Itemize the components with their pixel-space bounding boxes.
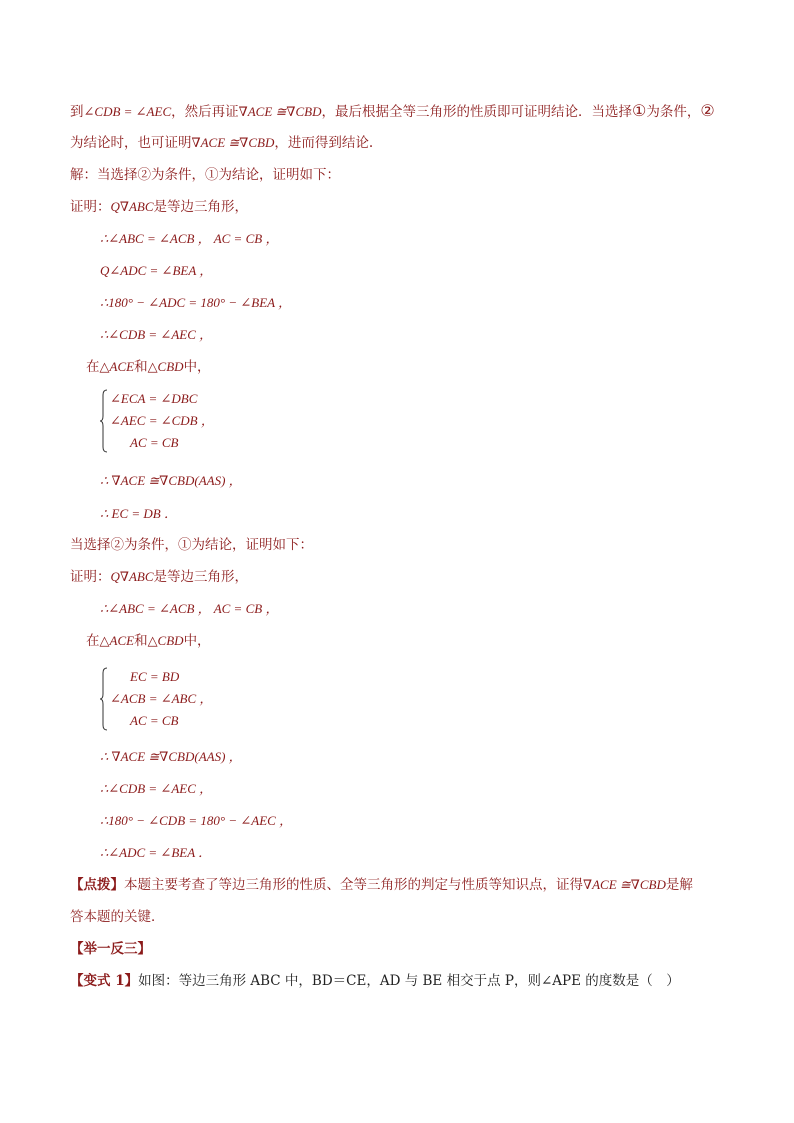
text-segment: 到 [70, 104, 84, 120]
left-brace-icon [100, 389, 108, 453]
section-heading: 【举一反三】 [70, 941, 151, 957]
proof-step: ∴ ∇ACE ≅∇CBD(AAS) ， [100, 749, 242, 764]
text-segment: 和 [134, 359, 148, 375]
proof-step: ∴∠CDB = ∠AEC ， [100, 327, 213, 342]
proof-line-1 [70, 568, 248, 586]
text-segment: 是等边三角形， [153, 199, 249, 215]
proof-line-1 [70, 198, 248, 216]
proof-step: ∴∠CDB = ∠AEC ， [100, 781, 213, 796]
math-expr: △CBD [147, 359, 184, 374]
text-line-1 [70, 102, 715, 121]
text-line-2 [70, 134, 373, 152]
proof-step: ∴180° − ∠CDB = 180° − ∠AEC ， [100, 813, 293, 828]
proof-step: ∴∠ADC = ∠BEA ． [100, 845, 212, 860]
system-eq: AC = CB [130, 713, 179, 728]
text-segment: 是解 [665, 877, 693, 893]
proof-step: ∴ EC = DB ． [100, 506, 177, 521]
math-expr: ∇ACE ≅∇CBD [238, 104, 322, 119]
text-segment: 在 [86, 633, 100, 649]
text-segment: 证明： [70, 569, 111, 585]
text-segment: 在 [86, 359, 100, 375]
exercise-line [70, 972, 680, 990]
tip-paragraph [70, 876, 693, 894]
math-expr: Q∇ABC [110, 199, 154, 214]
text-segment: 和 [134, 633, 148, 649]
system-eq: EC = BD [130, 669, 180, 684]
text-segment: 是等边三角形， [153, 569, 249, 585]
math-expr: Q∇ABC [110, 569, 154, 584]
text-segment: 中， [183, 633, 211, 649]
solution-heading: 解：当选择②为条件，①为结论，证明如下： [70, 167, 340, 183]
proof-step: ∴180° − ∠ADC = 180° − ∠BEA ， [100, 295, 292, 310]
text-segment: 中， [183, 359, 211, 375]
text-segment: 证明： [70, 199, 111, 215]
proof-step [86, 632, 211, 650]
proof-step: ∴∠ABC = ∠ACB ， AC = CB ， [100, 231, 279, 246]
tip-paragraph-cont: 答本题的关键． [70, 909, 165, 925]
tip-tag: 【点拨】 [70, 877, 124, 893]
system-eq: ∠ACB = ∠ABC ， [110, 691, 213, 706]
proof-step: ∴ ∇ACE ≅∇CBD(AAS) ， [100, 473, 242, 488]
text-segment: ，进而得到结论. [274, 135, 374, 151]
text-segment: ，然后再证 [171, 104, 239, 120]
left-brace-icon [100, 667, 108, 731]
circled-one: ① [631, 101, 647, 120]
proof-step [86, 358, 211, 376]
system-eq: ∠AEC = ∠CDB ， [110, 413, 214, 428]
text-segment: 为条件， [646, 104, 701, 120]
text-segment: ，最后根据全等三角形的性质即可证明结论．当选择 [321, 104, 632, 120]
math-expr: ∠CDB = ∠AEC [83, 104, 172, 119]
proof-step: Q∠ADC = ∠BEA ， [100, 263, 213, 278]
math-expr: △ACE [99, 633, 135, 648]
exercise-text: 如图：等边三角形 ABC 中，BD＝CE，AD 与 BE 相交于点 P，则∠APE 的度数是（ ） [138, 973, 680, 989]
math-expr: ∇ACE ≅∇CBD [583, 877, 666, 892]
system-eq: ∠ECA = ∠DBC [110, 391, 198, 406]
circled-two: ② [700, 101, 715, 120]
math-expr: ∇ACE ≅∇CBD [191, 135, 275, 150]
math-expr: △ACE [99, 359, 135, 374]
system-eq: AC = CB [130, 435, 179, 450]
exercise-tag: 【变式 1】 [70, 973, 139, 989]
case-heading: 当选择②为条件，①为结论，证明如下： [70, 537, 313, 553]
text-segment: 本题主要考查了等边三角形的性质、全等三角形的判定与性质等知识点，证得 [124, 877, 583, 893]
proof-step: ∴∠ABC = ∠ACB ， AC = CB ， [100, 601, 279, 616]
text-segment: 为结论时，也可证明 [70, 135, 192, 151]
math-expr: △CBD [147, 633, 184, 648]
